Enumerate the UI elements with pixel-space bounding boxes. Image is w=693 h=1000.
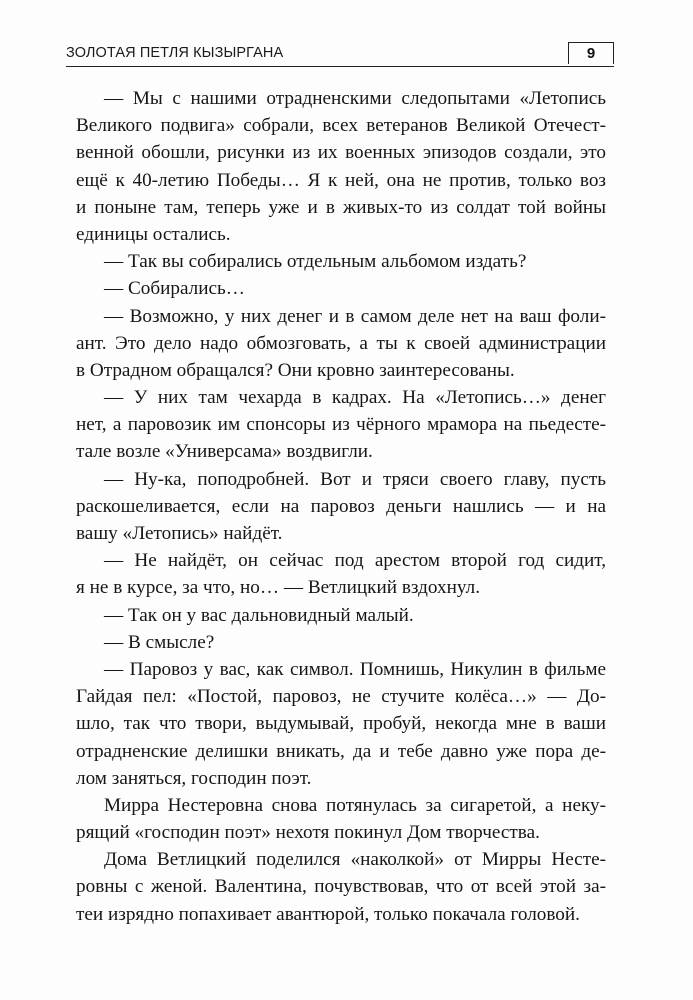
text-line: нет, а паровозик им спонсоры из чёрного мрамора на пьедеcте-	[76, 414, 606, 436]
paragraph	[76, 466, 606, 548]
text-line: — У них там чехарда в кадрах. На «Летопись…» денег	[104, 387, 606, 409]
paragraph	[76, 275, 606, 302]
paragraph	[76, 629, 606, 656]
text-line: — Мы с нашими отрадненскими следопытами «Летопись	[104, 88, 606, 109]
text-line: вашу «Летопись» найдёт.	[76, 523, 283, 544]
text-line: тале возле «Универсама» воздвигли.	[76, 441, 373, 463]
text-line: — Не найдёт, он сейчас под арестом второй год сидит,	[104, 550, 606, 572]
paragraph	[76, 792, 606, 846]
page-number: 9	[568, 42, 614, 64]
text-line: — Возможно, у них денег и в самом деле нет на ваш фоли-	[104, 305, 606, 327]
paragraph	[76, 602, 606, 629]
paragraph	[76, 656, 606, 792]
text-line: — Ну-ка, поподробней. Вот и тряси своего главу, пусть	[104, 468, 606, 490]
text-line: венной обошли, рисунки из их военных эпизодов создали, это	[76, 142, 606, 164]
text-line: — Собирались…	[104, 278, 245, 300]
text-line: раскошеливается, если на паровоз деньги нашлись — и на	[76, 495, 606, 517]
text-line: в Отрадном обращался? Они кровно заинтересованы.	[76, 359, 515, 381]
text-line: — Так вы собирались отдельным альбомом издать?	[104, 251, 527, 273]
text-line: я не в курсе, за что, но… — Ветлицкий вздохнул.	[76, 577, 480, 599]
paragraph	[76, 384, 606, 466]
text-line: — Паровоз у вас, как символ. Помнишь, Никулин в фильме	[104, 658, 606, 680]
text-line: шло, так что твори, выдумывай, пробуй, некогда мне в ваши	[76, 713, 606, 735]
running-header	[66, 42, 614, 67]
text-line: — В смысле?	[104, 631, 215, 653]
text-line: единицы остались.	[76, 223, 231, 245]
paragraph	[76, 85, 606, 248]
paragraph	[76, 547, 606, 601]
text-line: ещё к 40-летию Победы… Я к ней, она не против, только воз	[76, 169, 606, 191]
text-line: Гайдая пел: «Постой, паровоз, не стучите колёса…» — До-	[76, 686, 606, 708]
text-line: и поныне там, теперь уже и в живых-то из солдат той войны	[76, 196, 606, 218]
text-line: отрадненские делишки вникать, да и тебе давно уже пора де-	[76, 740, 606, 762]
main-text	[76, 85, 606, 928]
text-line: Дома Ветлицкий поделился «наколкой» от Мирры Несте-	[104, 849, 606, 871]
text-line: лом заняться, господин поэт.	[76, 767, 312, 789]
text-line: ант. Это дело надо обмозговать, а ты к своей администрации	[76, 332, 606, 354]
text-line: теи изрядно попахивает авантюрой, только покачала головой.	[76, 903, 580, 925]
paragraph	[76, 248, 606, 275]
paragraph	[76, 846, 606, 928]
paragraph	[76, 303, 606, 385]
text-line: рящий «господин поэт» нехотя покинул Дом творчества.	[76, 822, 540, 844]
text-line: Великого подвига» собрали, всех ветеранов Великой Отечест-	[76, 115, 606, 137]
text-line: Мирра Нестеровна снова потянулась за сигаретой, а неку-	[104, 794, 606, 816]
text-line: — Так он у вас дальновидный малый.	[104, 604, 414, 626]
running-title: ЗОЛОТАЯ ПЕТЛЯ КЫЗЫРГАНА	[66, 45, 284, 61]
text-line: ровны с женой. Валентина, почувствовав, что от всей этой за-	[76, 876, 606, 898]
